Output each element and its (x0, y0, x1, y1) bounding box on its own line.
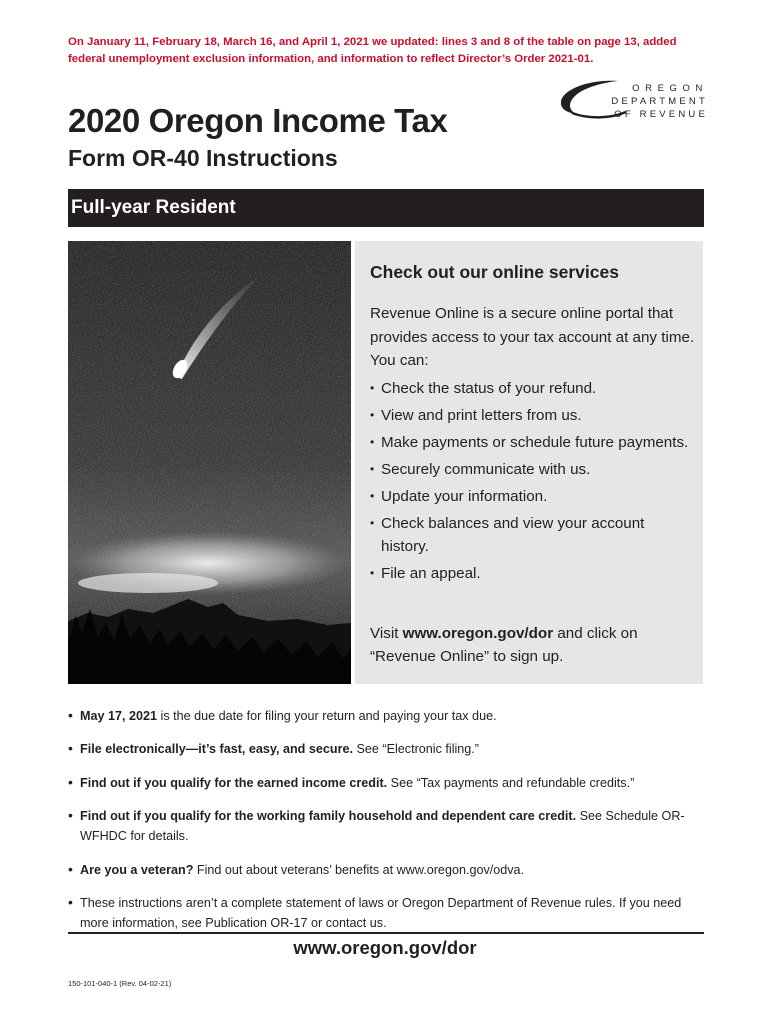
bullet-bold: Are you a veteran? (80, 862, 194, 877)
resident-type-banner: Full-year Resident (68, 189, 704, 227)
list-item: • Check the status of your refund. (370, 377, 695, 401)
visit-revenue-online (370, 622, 695, 668)
update-notice (68, 34, 708, 68)
list-item (68, 860, 708, 880)
list-item: • Securely communicate with us. (370, 458, 695, 482)
list-item: • View and print letters from us. (370, 404, 695, 428)
page-title: 2020 Oregon Income Tax (68, 102, 448, 139)
bullet-bold: Find out if you qualify for the working family household and dependent care credit. (80, 809, 577, 824)
list-item: • File an appeal. (370, 562, 695, 586)
list-item (68, 706, 708, 726)
online-services-intro: Revenue Online is a secure online portal that provides access to your tax account at any time. You can: (370, 305, 695, 369)
update-notice-line-2: federal unemployment exclusion information, and information to reflect Director’s Order 2021-01. (68, 53, 594, 65)
online-services-title: Check out our online services (370, 262, 619, 282)
online-services-panel (355, 241, 703, 684)
comet-night-sky-photo (68, 241, 351, 684)
list-item (68, 806, 708, 846)
key-points-list (68, 706, 708, 946)
footer-divider (68, 932, 704, 934)
bullet-text: See Schedule OR-WFHDC for details. (80, 809, 685, 844)
visit-prefix: Visit (370, 625, 403, 642)
bullet-text: is the due date for filing your return and paying your tax due. (157, 709, 497, 723)
logo-text-department: DEPARTMENT (611, 96, 708, 107)
update-notice-line-1: On January 11, February 18, March 16, and April 1, 2021 we updated: lines 3 and 8 of the table on page 13, added (68, 36, 677, 48)
bullet-text: These instructions aren’t a complete statement of laws or Oregon Department of Revenue rules. If you need more information, see Publication OR-17 or contact us. (80, 895, 682, 930)
footer-website-link[interactable]: www.oregon.gov/dor (293, 937, 477, 958)
online-services-list (370, 377, 695, 586)
bullet-text: Find out about veterans’ benefits at www.oregon.gov/odva. (193, 862, 525, 877)
bullet-bold: May 17, 2021 (80, 709, 158, 723)
list-item (68, 893, 708, 933)
list-item (68, 773, 708, 793)
bullet-text: See “Electronic filing.” (353, 742, 479, 757)
page-subtitle: Form OR-40 Instructions (68, 145, 338, 171)
bullet-bold: File electronically—it’s fast, easy, and secure. (80, 742, 353, 757)
dor-website-link[interactable]: www.oregon.gov/dor (402, 625, 554, 642)
list-item: • Check balances and view your account history. (370, 512, 695, 559)
visit-suffix: and click on “Revenue Online” to sign up. (370, 625, 638, 665)
list-item (68, 739, 708, 759)
logo-text-of-revenue: OF REVENUE (614, 109, 708, 120)
bullet-bold: Find out if you qualify for the earned income credit. (80, 775, 388, 790)
logo-text-oregon: OREGON (632, 83, 708, 94)
list-item: • Update your information. (370, 485, 695, 509)
bullet-text: See “Tax payments and refundable credits.” (387, 775, 635, 790)
list-item: • Make payments or schedule future payments. (370, 431, 695, 455)
oregon-dor-logo (558, 76, 708, 126)
form-revision-number: 150-101-040-1 (Rev. 04-02-21) (68, 979, 172, 988)
